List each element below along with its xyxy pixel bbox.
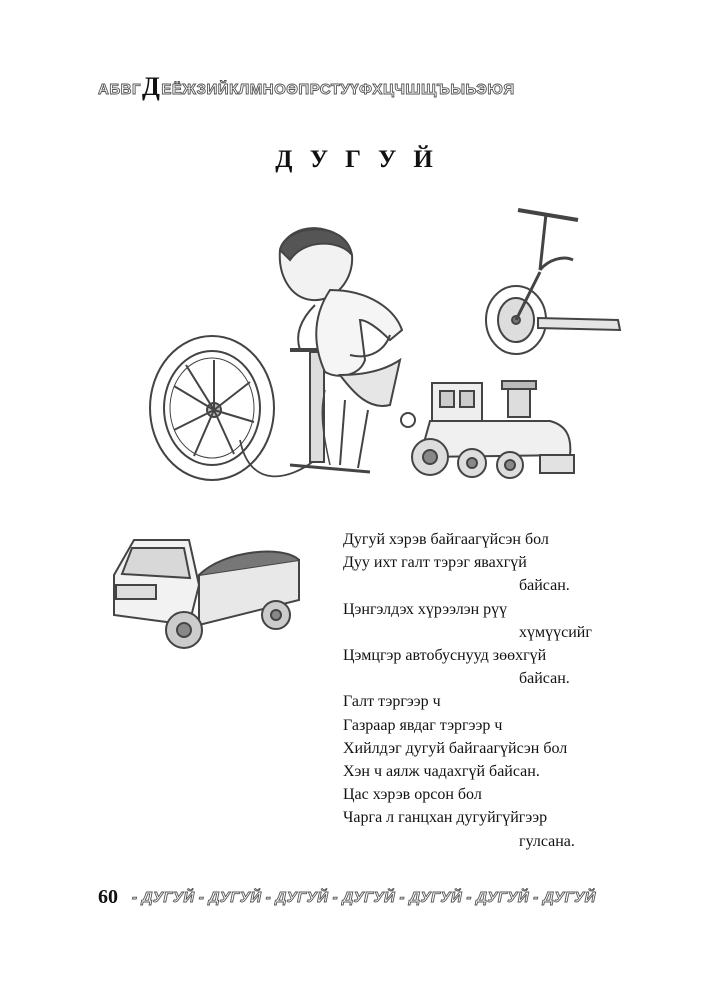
poem-line: байсан.: [519, 577, 570, 595]
poem-line: Галт тэргээр ч: [343, 693, 441, 711]
poem: [343, 528, 643, 853]
poem-line: байсан.: [519, 670, 570, 688]
poem-line: Цас хэрэв орсон бол: [343, 786, 482, 804]
poem-line: Дугуй хэрэв байгаагүйсэн бол: [343, 531, 549, 548]
poem-line: Дуу ихт галт тэрэг явахгүй: [343, 554, 527, 572]
toy-truck-illustration: [104, 530, 304, 655]
page-footer: [98, 880, 638, 914]
alphabet-highlight-letter: Д: [141, 72, 161, 101]
poem-line: Хэн ч аялж чадахгүй байсан.: [343, 763, 540, 781]
page-title: ДУГУЙ: [275, 146, 450, 173]
alphabet-after: ЕЁЖЗИЙКЛМНОӨПРСТУҮФХЦЧШЩЪЫЬЭЮЯ: [161, 80, 515, 98]
boy-pumping-tire-illustration: [140, 210, 410, 500]
poem-line: гулсана.: [519, 832, 575, 850]
poem-line: Цэнгэлдэх хүрээлэн рүү: [343, 600, 508, 618]
poem-line: Цэмцгэр автобуснууд зөөхгүй: [343, 647, 547, 665]
alphabet-header: [98, 72, 638, 102]
page-number: 60: [98, 885, 118, 908]
alphabet-before: АБВГ: [98, 80, 141, 98]
footer-word-band: - ДУГУЙ - ДУГУЙ - ДУГУЙ - ДУГУЙ - ДУГУЙ - ДУГУЙ - ДУГУЙ: [132, 888, 596, 906]
poem-line: Газраар явдаг тэргээр ч: [343, 716, 503, 734]
poem-line: хүмүүсийг: [519, 623, 592, 641]
poem-line: Чарга л ганцхан дугуйгүйгээр: [343, 809, 548, 827]
toy-train-illustration: [400, 375, 585, 490]
scooter-illustration: [478, 200, 628, 360]
poem-line: Хийлдэг дугуй байгаагүйсэн бол: [343, 739, 568, 757]
